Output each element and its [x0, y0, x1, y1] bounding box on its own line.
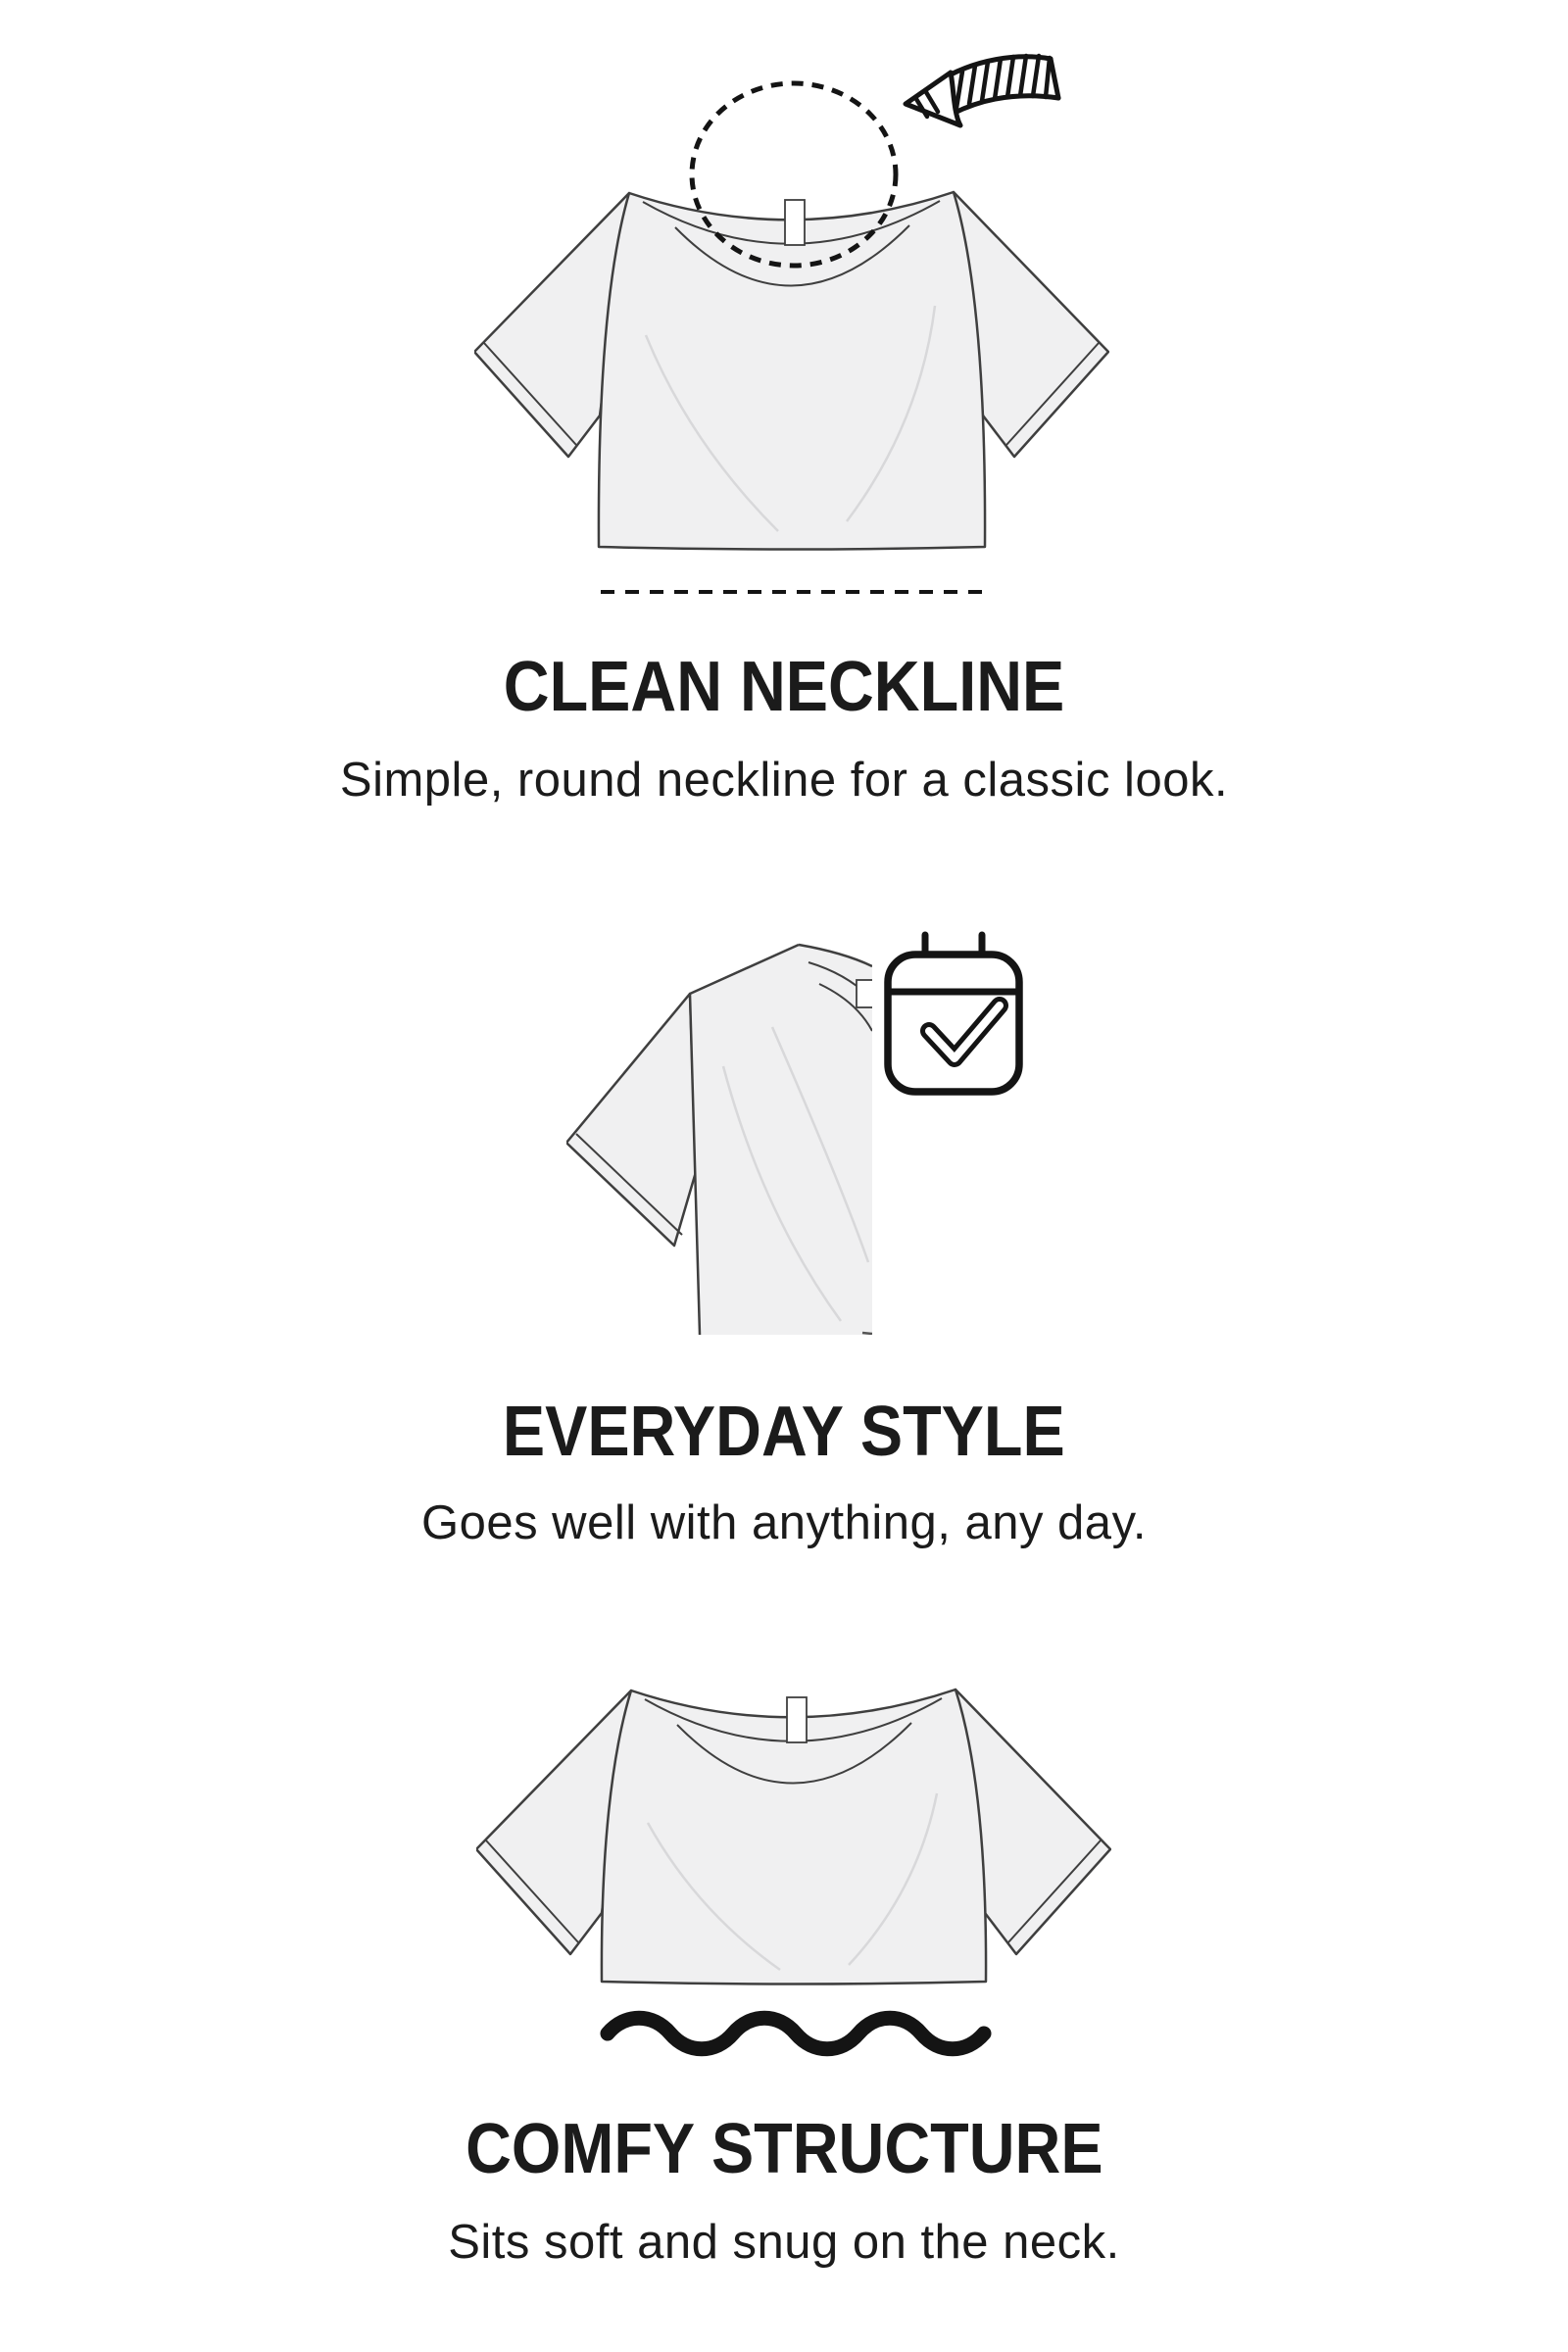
section-subtitle: Simple, round neckline for a classic look. [339, 754, 1229, 807]
section-subtitle: Goes well with anything, any day. [420, 1496, 1148, 1549]
tshirt-illustration [476, 1686, 1111, 1991]
section-title: EVERYDAY STYLE [503, 1393, 1065, 1471]
neckline-highlight-circle [686, 76, 902, 272]
calendar-check-icon [880, 927, 1027, 1100]
wavy-line-icon [594, 1989, 996, 2068]
section-subtitle: Sits soft and snug on the neck. [448, 2216, 1120, 2269]
hand-drawn-arrow-icon [894, 49, 1070, 147]
section-title: CLEAN NECKLINE [503, 648, 1065, 726]
tshirt-detail-illustration [566, 929, 872, 1335]
dashed-underline [599, 588, 989, 596]
section-title: COMFY STRUCTURE [465, 2110, 1103, 2188]
